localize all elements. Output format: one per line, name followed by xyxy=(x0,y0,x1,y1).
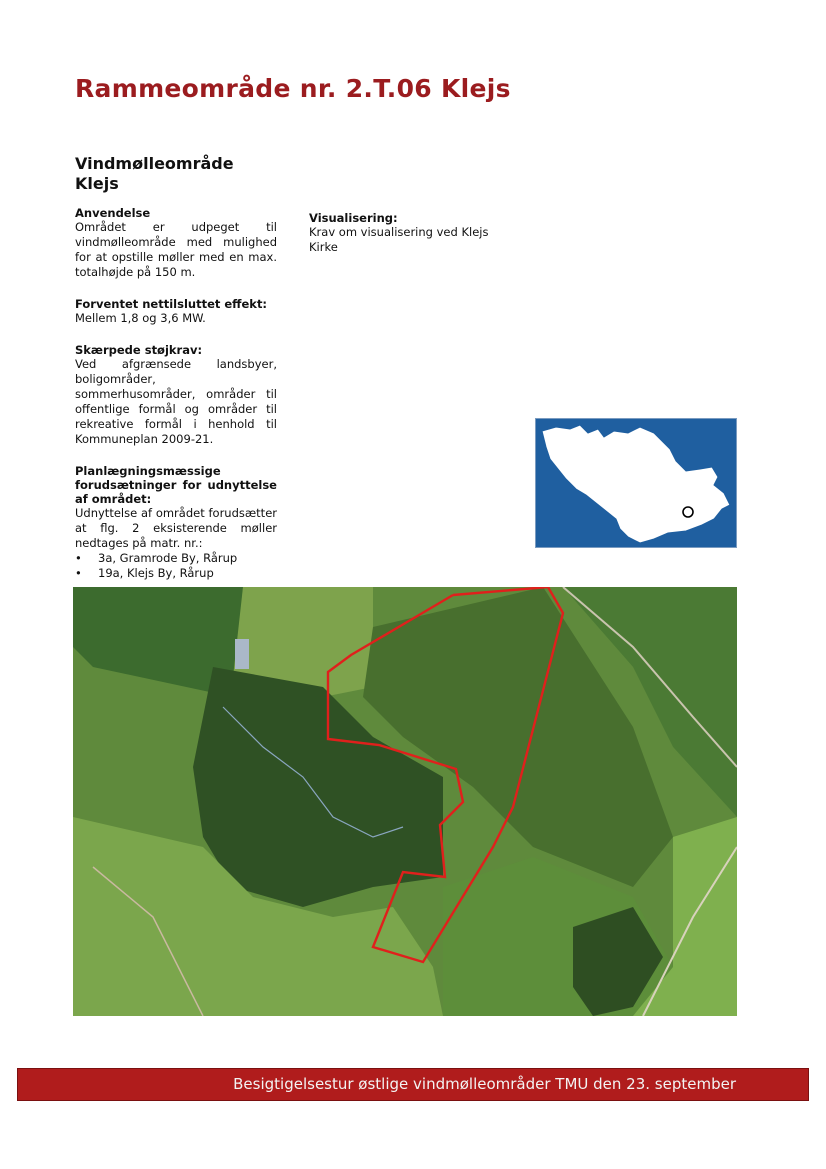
left-text-column xyxy=(75,206,277,598)
footer-text: Besigtigelsestur østlige vindmølleområder TMU den 23. september xyxy=(233,1075,736,1093)
subtitle-line-2: Klejs xyxy=(75,174,119,193)
section-effekt xyxy=(75,297,277,326)
section-body: Ved afgrænsede landsbyer, boligområder, sommerhusområder, områder til offentlige formål og områder til rekreative formål i henhold til Kommuneplan 2009-21. xyxy=(75,357,277,446)
municipality-shape xyxy=(542,425,730,543)
aerial-photo xyxy=(73,587,737,1016)
page-title: Rammeområde nr. 2.T.06 Klejs xyxy=(75,74,511,103)
section-body: Mellem 1,8 og 3,6 MW. xyxy=(75,311,206,325)
section-visualisering xyxy=(309,211,519,255)
section-anvendelse xyxy=(75,206,277,280)
subtitle-line-1: Vindmølleområde xyxy=(75,154,234,173)
section-body: Krav om visualisering ved Klejs Kirke xyxy=(309,225,489,254)
list-item: • 19a, Klejs By, Rårup xyxy=(75,566,277,581)
section-heading: Visualisering: xyxy=(309,211,398,225)
section-stojkrav xyxy=(75,343,277,447)
building-pond xyxy=(235,639,249,669)
section-forudsaetninger xyxy=(75,464,277,581)
section-heading: Planlægningsmæssige forudsætninger for udnyttelse af området: xyxy=(75,464,277,506)
aerial-map xyxy=(73,587,737,1016)
right-text-column xyxy=(309,211,519,272)
section-heading: Anvendelse xyxy=(75,206,151,220)
section-body: Udnyttelse af området forudsætter at flg. 2 eksisterende møller nedtages på matr. nr.: xyxy=(75,506,277,550)
footer-banner xyxy=(17,1068,809,1101)
locator-map xyxy=(535,418,737,548)
area-subtitle xyxy=(75,154,295,194)
section-heading: Forventet nettilsluttet effekt: xyxy=(75,297,268,311)
site-location-marker xyxy=(683,507,693,517)
parcel-list xyxy=(75,551,277,581)
section-heading: Skærpede støjkrav: xyxy=(75,343,203,357)
municipality-outline-map xyxy=(536,419,736,547)
list-item: • 3a, Gramrode By, Rårup xyxy=(75,551,277,566)
section-body: Området er udpeget til vindmølleområde med mulighed for at opstille møller med en max. totalhøjde på 150 m. xyxy=(75,220,277,279)
